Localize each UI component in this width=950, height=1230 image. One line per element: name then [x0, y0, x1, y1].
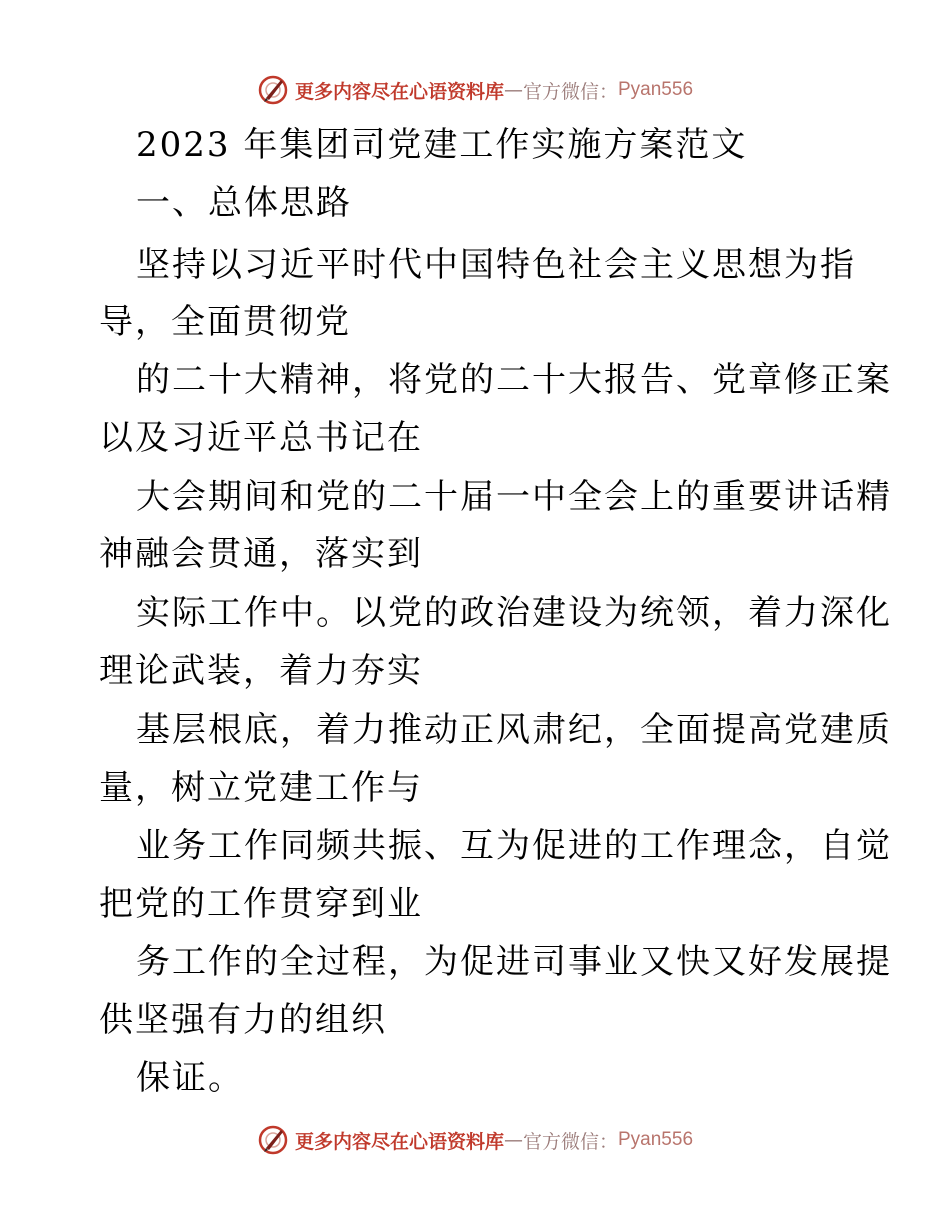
- paragraph-line: 实际工作中。以党的政治建设为统领，着力深化: [136, 593, 892, 633]
- banner-brand-text: 更多内容尽在心语资料库: [294, 1130, 504, 1153]
- footer-banner: [0, 1120, 950, 1160]
- document-title: 2023 年集团司党建工作实施方案范文: [136, 125, 748, 165]
- section-heading: 一、总体思路: [136, 183, 352, 223]
- banner-brand-text: 更多内容尽在心语资料库: [294, 80, 504, 103]
- banner-wechat-label: 官方微信：: [522, 80, 618, 103]
- paragraph-line: 导，全面贯彻党: [99, 302, 351, 342]
- quill-seal-logo-icon: [257, 74, 289, 106]
- paragraph-line: 把党的工作贯穿到业: [99, 884, 423, 924]
- banner-wechat-id: Pyan556: [618, 79, 694, 100]
- paragraph-line: 业务工作同频共振、互为促进的工作理念，自觉: [136, 826, 892, 866]
- paragraph-line: 的二十大精神，将党的二十大报告、党章修正案: [136, 360, 892, 400]
- banner-wechat-id: Pyan556: [618, 1129, 694, 1150]
- banner-wechat-label: 官方微信：: [522, 1130, 618, 1153]
- banner-dash: —: [503, 79, 523, 101]
- paragraph-line: 保证。: [136, 1058, 244, 1098]
- paragraph-line: 基层根底，着力推动正风肃纪，全面提高党建质: [136, 710, 892, 750]
- paragraph-line: 供坚强有力的组织: [99, 1000, 387, 1040]
- paragraph-line: 量，树立党建工作与: [99, 768, 423, 808]
- paragraph-line: 大会期间和党的二十届一中全会上的重要讲话精: [136, 477, 892, 517]
- paragraph-line: 神融会贯通，落实到: [99, 534, 423, 574]
- paragraph-line: 理论武装，着力夯实: [99, 651, 423, 691]
- quill-seal-logo-icon: [257, 1124, 289, 1156]
- header-banner: [0, 70, 950, 110]
- paragraph-line: 务工作的全过程，为促进司事业又快又好发展提: [136, 942, 892, 982]
- paragraph-line: 坚持以习近平时代中国特色社会主义思想为指: [136, 245, 856, 285]
- paragraph-line: 以及习近平总书记在: [99, 418, 423, 458]
- banner-dash: —: [503, 1129, 523, 1151]
